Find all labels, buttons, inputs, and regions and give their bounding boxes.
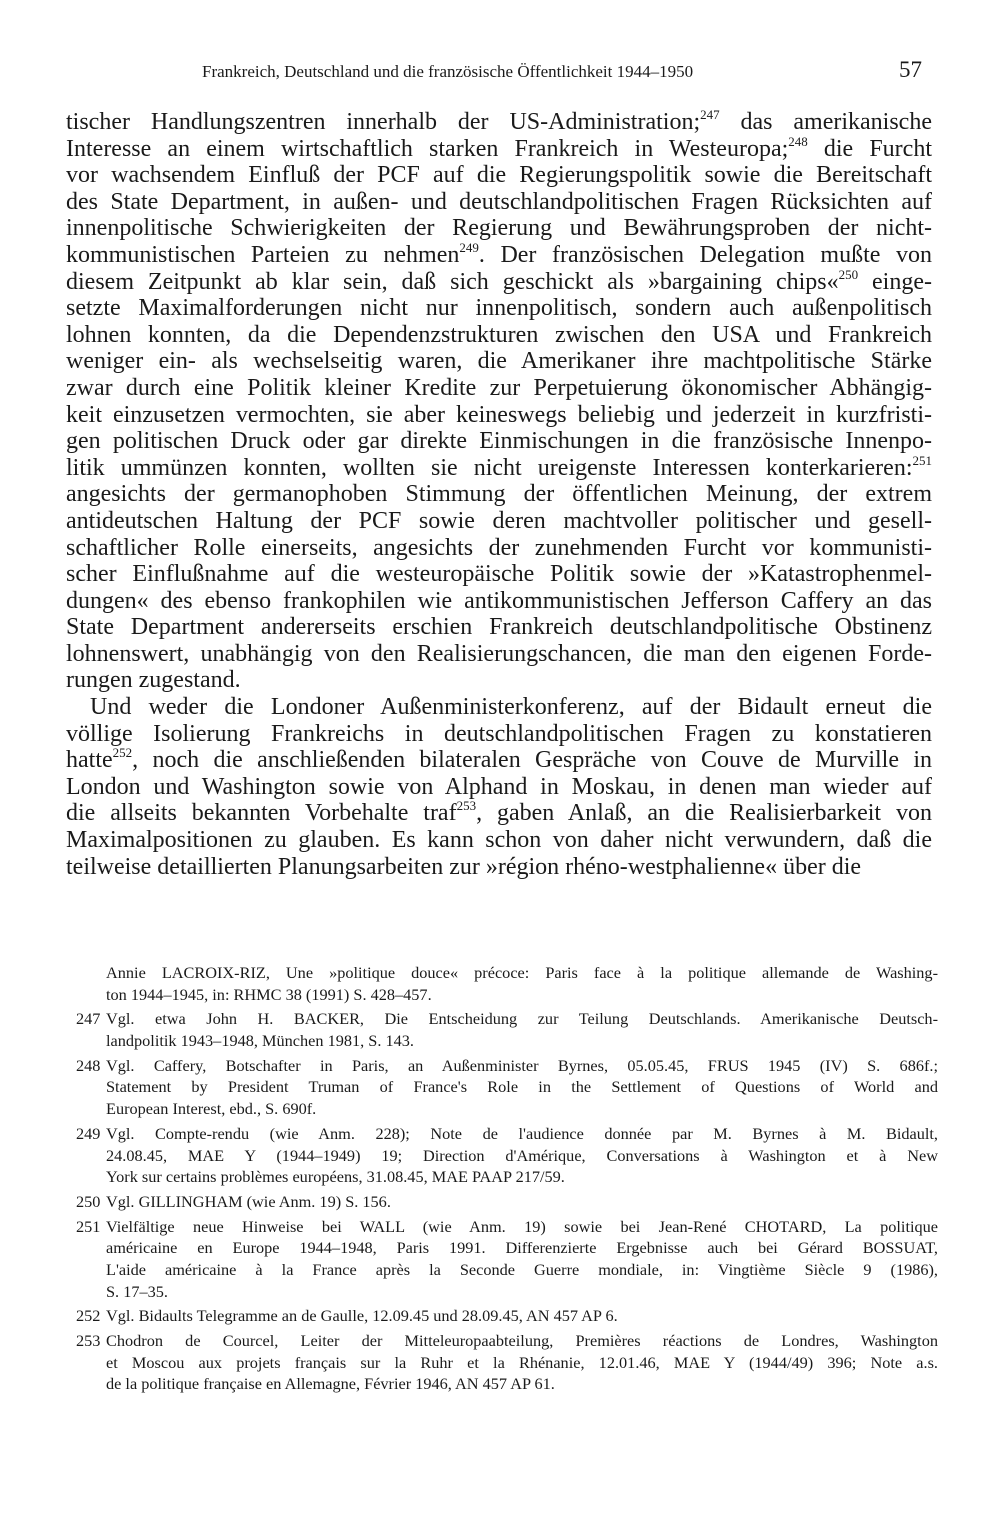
footnote	[76, 1123, 938, 1188]
body-line	[66, 774, 932, 801]
body-line	[66, 215, 932, 242]
footnote-line: Vgl. Compte-rendu (wie Anm. 228); Note de l'audience donnée par M. Byrnes à M. Bidault,	[106, 1123, 938, 1143]
body-text-segment: angesichts der germanophoben Stimmung der öffentlichen Meinung, der extrem	[66, 481, 932, 508]
body-line	[66, 827, 932, 854]
footnote-number: 253	[76, 1331, 101, 1351]
footnote-reference: 248	[788, 135, 808, 149]
body-text-segment: die Furcht	[807, 135, 932, 162]
body-text-segment: innenpolitische Schwierigkeiten der Regierung und Bewährungsproben der nicht-	[66, 215, 932, 242]
body-line	[66, 667, 932, 694]
body-text-segment: antideutschen Haltung der PCF sowie deren machtvoller politischer und gesell-	[66, 507, 932, 534]
body-line	[66, 322, 932, 349]
body-text-segment: schaftlicher Rolle einerseits, angesichts der zunehmenden Furcht vor kommunisti-	[66, 534, 932, 561]
footnote-text	[106, 1191, 938, 1213]
footnote	[76, 1008, 938, 1051]
body-line	[66, 535, 932, 562]
body-line	[66, 189, 932, 216]
body-text	[66, 109, 932, 880]
footnote	[76, 1330, 938, 1395]
body-line	[66, 721, 932, 748]
body-line	[66, 348, 932, 375]
footnote-reference: 247	[700, 109, 720, 122]
body-line	[66, 428, 932, 455]
footnote	[76, 1191, 938, 1213]
footnote-text	[106, 1216, 938, 1303]
body-line	[66, 854, 932, 881]
body-line	[66, 508, 932, 535]
body-text-segment: rungen zugestand.	[66, 667, 241, 694]
page-header	[0, 57, 1000, 86]
footnote-reference: 249	[459, 241, 479, 255]
footnote-line: et Moscou aux projets français sur la Ruhr et la Rhénanie, 12.01.46, MAE Y (1944/49) 396; Note a.s.	[106, 1352, 938, 1372]
body-line	[66, 269, 932, 296]
body-line	[66, 242, 932, 269]
body-line	[66, 402, 932, 429]
footnote	[76, 962, 938, 1005]
body-text-segment: litik ummünzen konnten, wollten sie nicht ureigenste Interessen konterkarieren:	[66, 454, 913, 481]
body-text-segment: . Der französischen Delegation mußte von	[478, 241, 932, 268]
body-text-segment: weniger ein- als wechselseitig waren, die Amerikaner ihre machtpolitische Stärke	[66, 348, 932, 375]
footnote	[76, 1305, 938, 1327]
footnote-number: 247	[76, 1009, 101, 1029]
footnote-line: de la politique française en Allemagne, Février 1946, AN 457 AP 61.	[106, 1374, 555, 1394]
footnote-reference: 252	[112, 747, 133, 761]
footnote-line: Vgl. GILLINGHAM (wie Anm. 19) S. 156.	[106, 1191, 391, 1211]
body-text-segment: die allseits bekannten Vorbehalte traf	[66, 800, 457, 827]
body-text-segment: Maximalpositionen zu glauben. Es kann schon von daher nicht verwundern, daß die	[66, 827, 932, 854]
body-text-segment: Und weder die Londoner Außenministerkonferenz, auf der Bidault erneut die	[90, 694, 932, 721]
body-line	[66, 109, 932, 136]
body-line	[66, 614, 932, 641]
body-text-segment: lohnen konnten, da die Dependenzstrukturen zwischen den USA und Frankreich	[66, 321, 932, 348]
body-text-segment: , gaben Anlaß, an die Realisierbarkeit von	[476, 800, 932, 827]
body-line	[66, 588, 932, 615]
footnote-text	[106, 1330, 938, 1395]
body-text-segment: gen politischen Druck oder gar direkte Einmischungen in die französische Innenpo-	[66, 428, 932, 455]
footnote-line: European Interest, ebd., S. 690f.	[106, 1099, 317, 1119]
body-line	[66, 295, 932, 322]
body-text-segment: State Department andererseits erschien Frankreich deutschlandpolitische Obstinenz	[66, 614, 932, 641]
body-line	[66, 800, 932, 827]
footnote-reference: 251	[912, 454, 932, 468]
footnote-reference: 250	[838, 268, 859, 282]
running-head: Frankreich, Deutschland und die französische Öffentlichkeit 1944–1950	[202, 62, 694, 81]
footnote-reference: 253	[456, 800, 477, 814]
body-text-segment: diesem Zeitpunkt ab klar sein, daß sich geschickt als »bargaining chips«	[66, 268, 839, 295]
body-line	[66, 162, 932, 189]
page-number: 57	[899, 57, 922, 82]
footnote-line: L'aide américaine à la France après la Seconde Guerre mondiale, in: Vingtième Siècle 9 (1986),	[106, 1259, 938, 1279]
body-text-segment: zwar durch eine Politik kleiner Kredite zur Perpetuierung ökonomischer Abhängig-	[66, 374, 932, 401]
footnote-line: Vgl. Caffery, Botschafter in Paris, an Außenminister Byrnes, 05.05.45, FRUS 1945 (IV) S. 686f.;	[106, 1055, 938, 1075]
footnote-line: Statement by President Truman of France's Role in the Settlement of Questions of World and	[106, 1077, 938, 1097]
footnote-line: Annie LACROIX-RIZ, Une »politique douce« précoce: Paris face à la politique allemande de Washing-	[106, 963, 938, 982]
footnote-text	[106, 962, 938, 1005]
body-text-segment: dungen« des ebenso frankophilen wie antikommunistischen Jefferson Caffery an das	[66, 587, 932, 614]
body-text-segment: Interesse an einem wirtschaftlich starken Frankreich in Westeuropa;	[66, 135, 789, 162]
footnote-number: 252	[76, 1306, 101, 1326]
footnote-number: 251	[76, 1216, 101, 1236]
footnote-line: York sur certains problèmes européens, 31.08.45, MAE PAAP 217/59.	[106, 1167, 565, 1187]
body-text-segment: keit einzusetzen vermochten, sie aber keineswegs beliebig und jederzeit in kurzfristi-	[66, 401, 932, 428]
footnote-line: américaine en Europe 1944–1948, Paris 1991. Differenzierte Ergebnisse auch bei Gérard BOSSUAT,	[106, 1238, 938, 1258]
body-text-segment: hatte	[66, 747, 113, 774]
body-line	[66, 481, 932, 508]
body-line	[66, 561, 932, 588]
body-text-segment: scher Einflußnahme auf die westeuropäische Politik sowie der »Katastrophenmel-	[66, 561, 932, 588]
footnote-text	[106, 1305, 938, 1327]
body-line	[66, 694, 932, 721]
footnote-text	[106, 1008, 938, 1051]
body-line	[66, 375, 932, 402]
body-line	[66, 455, 932, 482]
footnote-number: 248	[76, 1055, 101, 1075]
footnote-line: landpolitik 1943–1948, München 1981, S. 143.	[106, 1031, 414, 1051]
body-text-segment: setzte Maximalforderungen nicht nur innenpolitisch, sondern auch außenpolitisch	[66, 295, 932, 322]
body-text-segment: kommunistischen Parteien zu nehmen	[66, 241, 460, 268]
footnote-line: ton 1944–1945, in: RHMC 38 (1991) S. 428–457.	[106, 984, 432, 1004]
footnote-line: Vgl. Bidaults Telegramme an de Gaulle, 12.09.45 und 28.09.45, AN 457 AP 6.	[106, 1306, 618, 1326]
footnote-line: Vielfältige neue Hinweise bei WALL (wie Anm. 19) sowie bei Jean-René CHOTARD, La politique	[106, 1216, 938, 1236]
body-text-segment: teilweise detaillierten Planungsarbeiten zur »région rhéno-westphalienne« über die	[66, 853, 862, 880]
footnote-text	[106, 1123, 938, 1188]
footnote	[76, 1055, 938, 1120]
body-text-segment: vor wachsendem Einfluß der PCF auf die Regierungspolitik sowie die Bereitschaft	[66, 162, 932, 189]
footnote-line: Chodron de Courcel, Leiter der Mitteleuropaabteilung, Premières réactions de Londres, Washington	[106, 1331, 938, 1351]
body-text-segment: völlige Isolierung Frankreichs in deutschlandpolitischen Fragen zu konstatieren	[66, 720, 932, 747]
footnote-line: Vgl. etwa John H. BACKER, Die Entscheidung zur Teilung Deutschlands. Amerikanische Deutsch-	[106, 1009, 938, 1029]
body-line	[66, 641, 932, 668]
body-text-segment: tischer Handlungszentren innerhalb der US-Administration;	[66, 109, 701, 135]
footnote-number	[76, 962, 106, 1005]
footnote	[76, 1216, 938, 1303]
footnote-number: 250	[76, 1191, 101, 1211]
body-text-segment: London und Washington sowie von Alphand in Moskau, in denen man wieder auf	[66, 773, 932, 800]
body-text-segment: lohnenswert, unabhängig von den Realisierungschancen, die man den eigenen Forde-	[66, 640, 932, 667]
footnote-line: S. 17–35.	[106, 1281, 168, 1301]
body-text-segment: das amerikanische	[719, 109, 932, 135]
footnote-text	[106, 1055, 938, 1120]
body-line	[66, 136, 932, 163]
footnotes	[76, 962, 938, 1398]
body-text-segment: , noch die anschließenden bilateralen Gespräche von Couve de Murville in	[132, 747, 932, 774]
body-line	[66, 747, 932, 774]
body-text-segment: des State Department, in außen- und deutschlandpolitischen Fragen Rücksichten auf	[66, 188, 932, 215]
footnote-line: 24.08.45, MAE Y (1944–1949) 19; Direction d'Amérique, Conversations à Washington et à New	[106, 1145, 938, 1165]
body-text-segment: einge-	[858, 268, 932, 295]
footnote-number: 249	[76, 1123, 101, 1143]
